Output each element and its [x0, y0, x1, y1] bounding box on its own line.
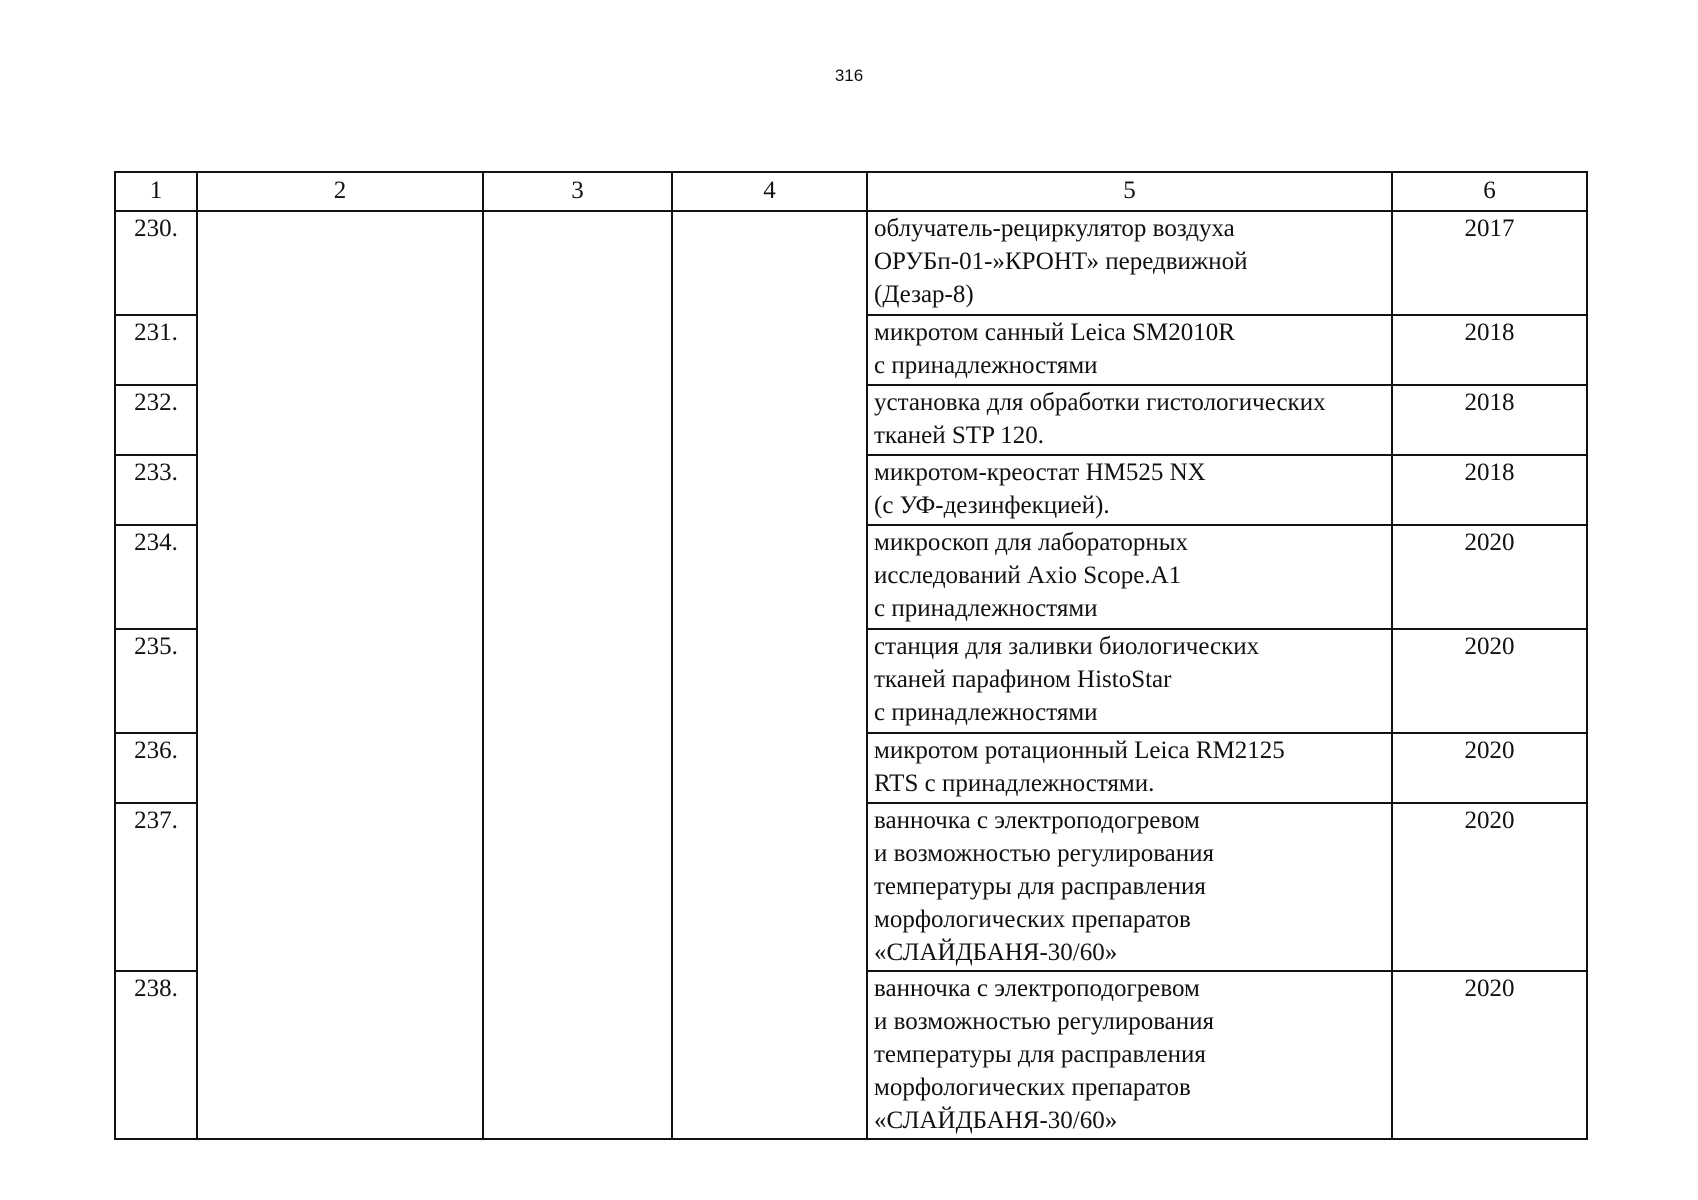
equipment-table: [114, 171, 1588, 1140]
description-line: морфологических препаратов: [874, 906, 1191, 933]
equipment-description: [867, 211, 1392, 315]
description-line: ванночка с электроподогревом: [874, 975, 1200, 1002]
column-header-2: 2: [197, 172, 483, 211]
row-number: 238.: [115, 971, 197, 1139]
description-line: с принадлежностями: [874, 595, 1098, 622]
row-number: 234.: [115, 525, 197, 629]
column-2-cell: [197, 211, 483, 1139]
table-body: [115, 211, 1587, 1139]
equipment-description: [867, 971, 1392, 1139]
column-4-cell: [672, 211, 867, 1139]
column-header-5: 5: [867, 172, 1392, 211]
row-number: 230.: [115, 211, 197, 315]
row-number: 232.: [115, 385, 197, 455]
column-header-1: 1: [115, 172, 197, 211]
description-line: микротом санный Leica SM2010R: [874, 319, 1235, 346]
description-line: станция для заливки биологических: [874, 633, 1260, 660]
year-cell: 2017: [1392, 211, 1587, 315]
description-line: (Дезар-8): [874, 281, 974, 308]
row-number: 235.: [115, 629, 197, 733]
table-row: [115, 211, 1587, 315]
equipment-description: [867, 733, 1392, 803]
year-cell: 2018: [1392, 385, 1587, 455]
description-line: микротом ротационный Leica RM2125: [874, 737, 1285, 764]
equipment-description: [867, 525, 1392, 629]
table-header-row: [115, 172, 1587, 211]
equipment-description: [867, 385, 1392, 455]
column-header-6: 6: [1392, 172, 1587, 211]
row-number: 236.: [115, 733, 197, 803]
description-line: ванночка с электроподогревом: [874, 807, 1200, 834]
description-line: микротом-креостат HM525 NX: [874, 459, 1206, 486]
column-3-cell: [483, 211, 672, 1139]
equipment-description: [867, 455, 1392, 525]
description-line: (с УФ-дезинфекцией).: [874, 492, 1110, 519]
description-line: тканей парафином HistoStar: [874, 666, 1172, 693]
page-number: 316: [834, 66, 864, 85]
equipment-description: [867, 803, 1392, 971]
row-number: 233.: [115, 455, 197, 525]
row-number: 231.: [115, 315, 197, 385]
year-cell: 2020: [1392, 803, 1587, 971]
description-line: тканей STP 120.: [874, 422, 1045, 449]
description-line: морфологических препаратов: [874, 1074, 1191, 1101]
description-line: и возможностью регулирования: [874, 1008, 1215, 1035]
year-cell: 2020: [1392, 629, 1587, 733]
description-line: с принадлежностями: [874, 352, 1098, 379]
description-line: RTS с принадлежностями.: [874, 770, 1155, 797]
description-line: установка для обработки гистологических: [874, 389, 1326, 416]
year-cell: 2018: [1392, 315, 1587, 385]
row-number: 237.: [115, 803, 197, 971]
description-line: с принадлежностями: [874, 699, 1098, 726]
year-cell: 2020: [1392, 525, 1587, 629]
column-header-4: 4: [672, 172, 867, 211]
description-line: «СЛАЙДБАНЯ-30/60»: [874, 1107, 1118, 1134]
equipment-description: [867, 315, 1392, 385]
description-line: температуры для расправления: [874, 1041, 1206, 1068]
year-cell: 2018: [1392, 455, 1587, 525]
description-line: микроскоп для лабораторных: [874, 529, 1189, 556]
equipment-description: [867, 629, 1392, 733]
description-line: температуры для расправления: [874, 873, 1206, 900]
column-header-3: 3: [483, 172, 672, 211]
description-line: и возможностью регулирования: [874, 840, 1215, 867]
description-line: облучатель-рециркулятор воздуха: [874, 215, 1235, 242]
description-line: ОРУБп-01-»КРОНТ» передвижной: [874, 248, 1248, 275]
year-cell: 2020: [1392, 733, 1587, 803]
year-cell: 2020: [1392, 971, 1587, 1139]
description-line: исследований Axio Scope.A1: [874, 562, 1182, 589]
description-line: «СЛАЙДБАНЯ-30/60»: [874, 939, 1118, 966]
